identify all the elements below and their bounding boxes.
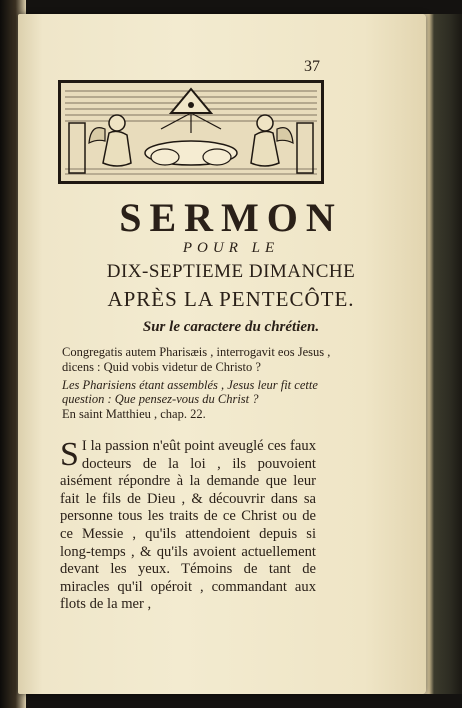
sermon-title: SERMON: [119, 195, 343, 240]
drop-cap: S: [60, 436, 79, 473]
engraved-vignette: [58, 80, 324, 184]
sermon-body-text: I la passion n'eût point aveuglé ces faux docteurs de la loi , ils pouvoient aisément répondre à la demande que leur fait le fils de Dieu , & découvrir dans sa personne tous les traits de ce Christ ou de ce Messie , qu'ils attendoient depuis si long-temps , & qu'ils avoient actuellement devant les yeux. Témoins de tant de miracles qu'il opéroit , commandant aux flots de la mer ,: [60, 438, 316, 613]
title-sunday: DIX-SEPTIEME DIMANCHE: [106, 261, 356, 282]
book-edge: [422, 14, 462, 694]
sermon-subtitle: Sur le caractere du chrétien.: [142, 319, 320, 335]
scripture-reference: En saint Matthieu , chap. 22.: [62, 407, 206, 421]
sermon-body: [60, 438, 316, 614]
latin-epigraph: Congregatis autem Pharisæis , interrogavit eos Jesus , dicens : Quid vobis videtur de Christo ?: [62, 345, 331, 374]
french-epigraph: Les Pharisiens étant assemblés , Jesus leur fit cette question : Que pensez-vous du Christ ?: [62, 378, 318, 406]
page-number: 37: [304, 58, 320, 75]
title-pentecost: APRÈS LA PENTECÔTE.: [107, 287, 355, 311]
title-pour-le: POUR LE: [182, 240, 280, 256]
